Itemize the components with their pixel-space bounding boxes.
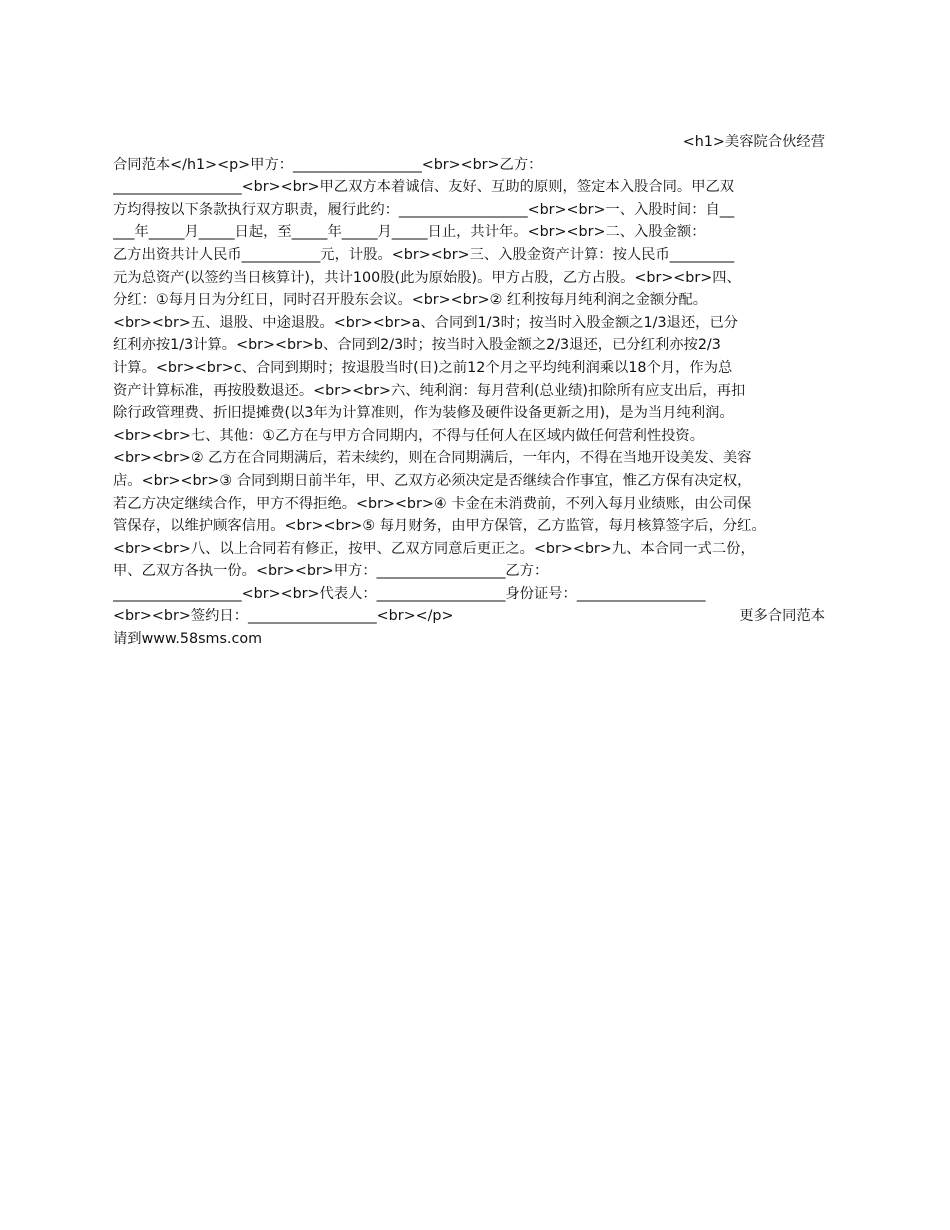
text-line: 计算。<br><br>c、合同到期时；按退股当时(日)之前12个月之平均纯利润乘以18个月，作为总 [113,359,733,376]
text-line: 元为总资产(以签约当日核算计)，共计100股(此为原始股)。甲方占股，乙方占股。<br><br>四、 [113,269,741,286]
text-line: 若乙方决定继续合作，甲方不得拒绝。<br><br>④ 卡金在未消费前，不列入每月业绩账，由公司保 [113,495,752,512]
text-line: __________________<br><br>甲乙双方本着诚信、友好、互助的原则，签定本入股合同。甲乙双 [113,179,735,196]
signing-date-text: <br><br>签约日：__________________<br></p> [113,608,454,625]
text-line: 除行政管理费、折旧提摊费(以3年为计算准则，作为装修及硬件设备更新之用)，是为当月纯利润。 [113,405,734,422]
signing-date-line [113,605,837,628]
text-line: 资产计算标准，再按股数退还。<br><br>六、纯利润：每月营利(总业绩)扣除所有应支出后，再扣 [113,382,746,399]
text-line: <br><br>五、退股、中途退股。<br><br>a、合同到1/3时；按当时入股金额之1/3退还，已分 [113,314,739,331]
text-line: 红利亦按1/3计算。<br><br>b、合同到2/3时；按当时入股金额之2/3退还，已分红利亦按2/3 [113,337,721,354]
more-templates-text: 更多合同范本 [739,608,825,625]
contract-document [113,131,837,651]
text-line: <br><br>八、以上合同若有修正，按甲、乙双方同意后更正之。<br><br>九、本合同一式二份， [113,540,755,557]
text-line: 甲、乙双方各执一份。<br><br>甲方：__________________乙方： [113,563,549,580]
text-line: 店。<br><br>③ 合同到期日前半年，甲、乙双方必须决定是否继续合作事宜，惟乙方保有决定权， [113,472,752,489]
text-line: 合同范本</h1><p>甲方：__________________<br><br>乙方： [113,156,543,173]
text-line: 乙方出资共计人民币___________元，计股。<br><br>三、入股金资产计算：按人民币_________ [113,246,735,263]
text-line: 方均得按以下条款执行双方职责，履行此约：__________________<br><br>一、入股时间：自__ [113,201,735,218]
title-line: <h1>美容院合伙经营 [682,134,825,150]
text-line: <br><br>② 乙方在合同期满后，若未续约，则在合同期满后，一年内，不得在当地开设美发、美容 [113,450,752,467]
text-line: 分红：①每月日为分红日，同时召开股东会议。<br><br>② 红利按每月纯利润之金额分配。 [113,292,708,309]
text-line: __________________<br><br>代表人：__________________身份证号：__________________ [113,585,706,602]
text-line: 管保存，以维护顾客信用。<br><br>⑤ 每月财务，由甲方保管，乙方监管，每月核算签字后，分红。 [113,518,766,535]
text-line: <br><br>七、其他：①乙方在与甲方合同期内，不得与任何人在区域内做任何营利性投资。 [113,427,705,444]
text-line: ___年_____月_____日起，至_____年_____月_____日止，共计年。<br><br>二、入股金额： [113,224,706,241]
footer-link-line: 请到www.58sms.com [113,631,262,648]
